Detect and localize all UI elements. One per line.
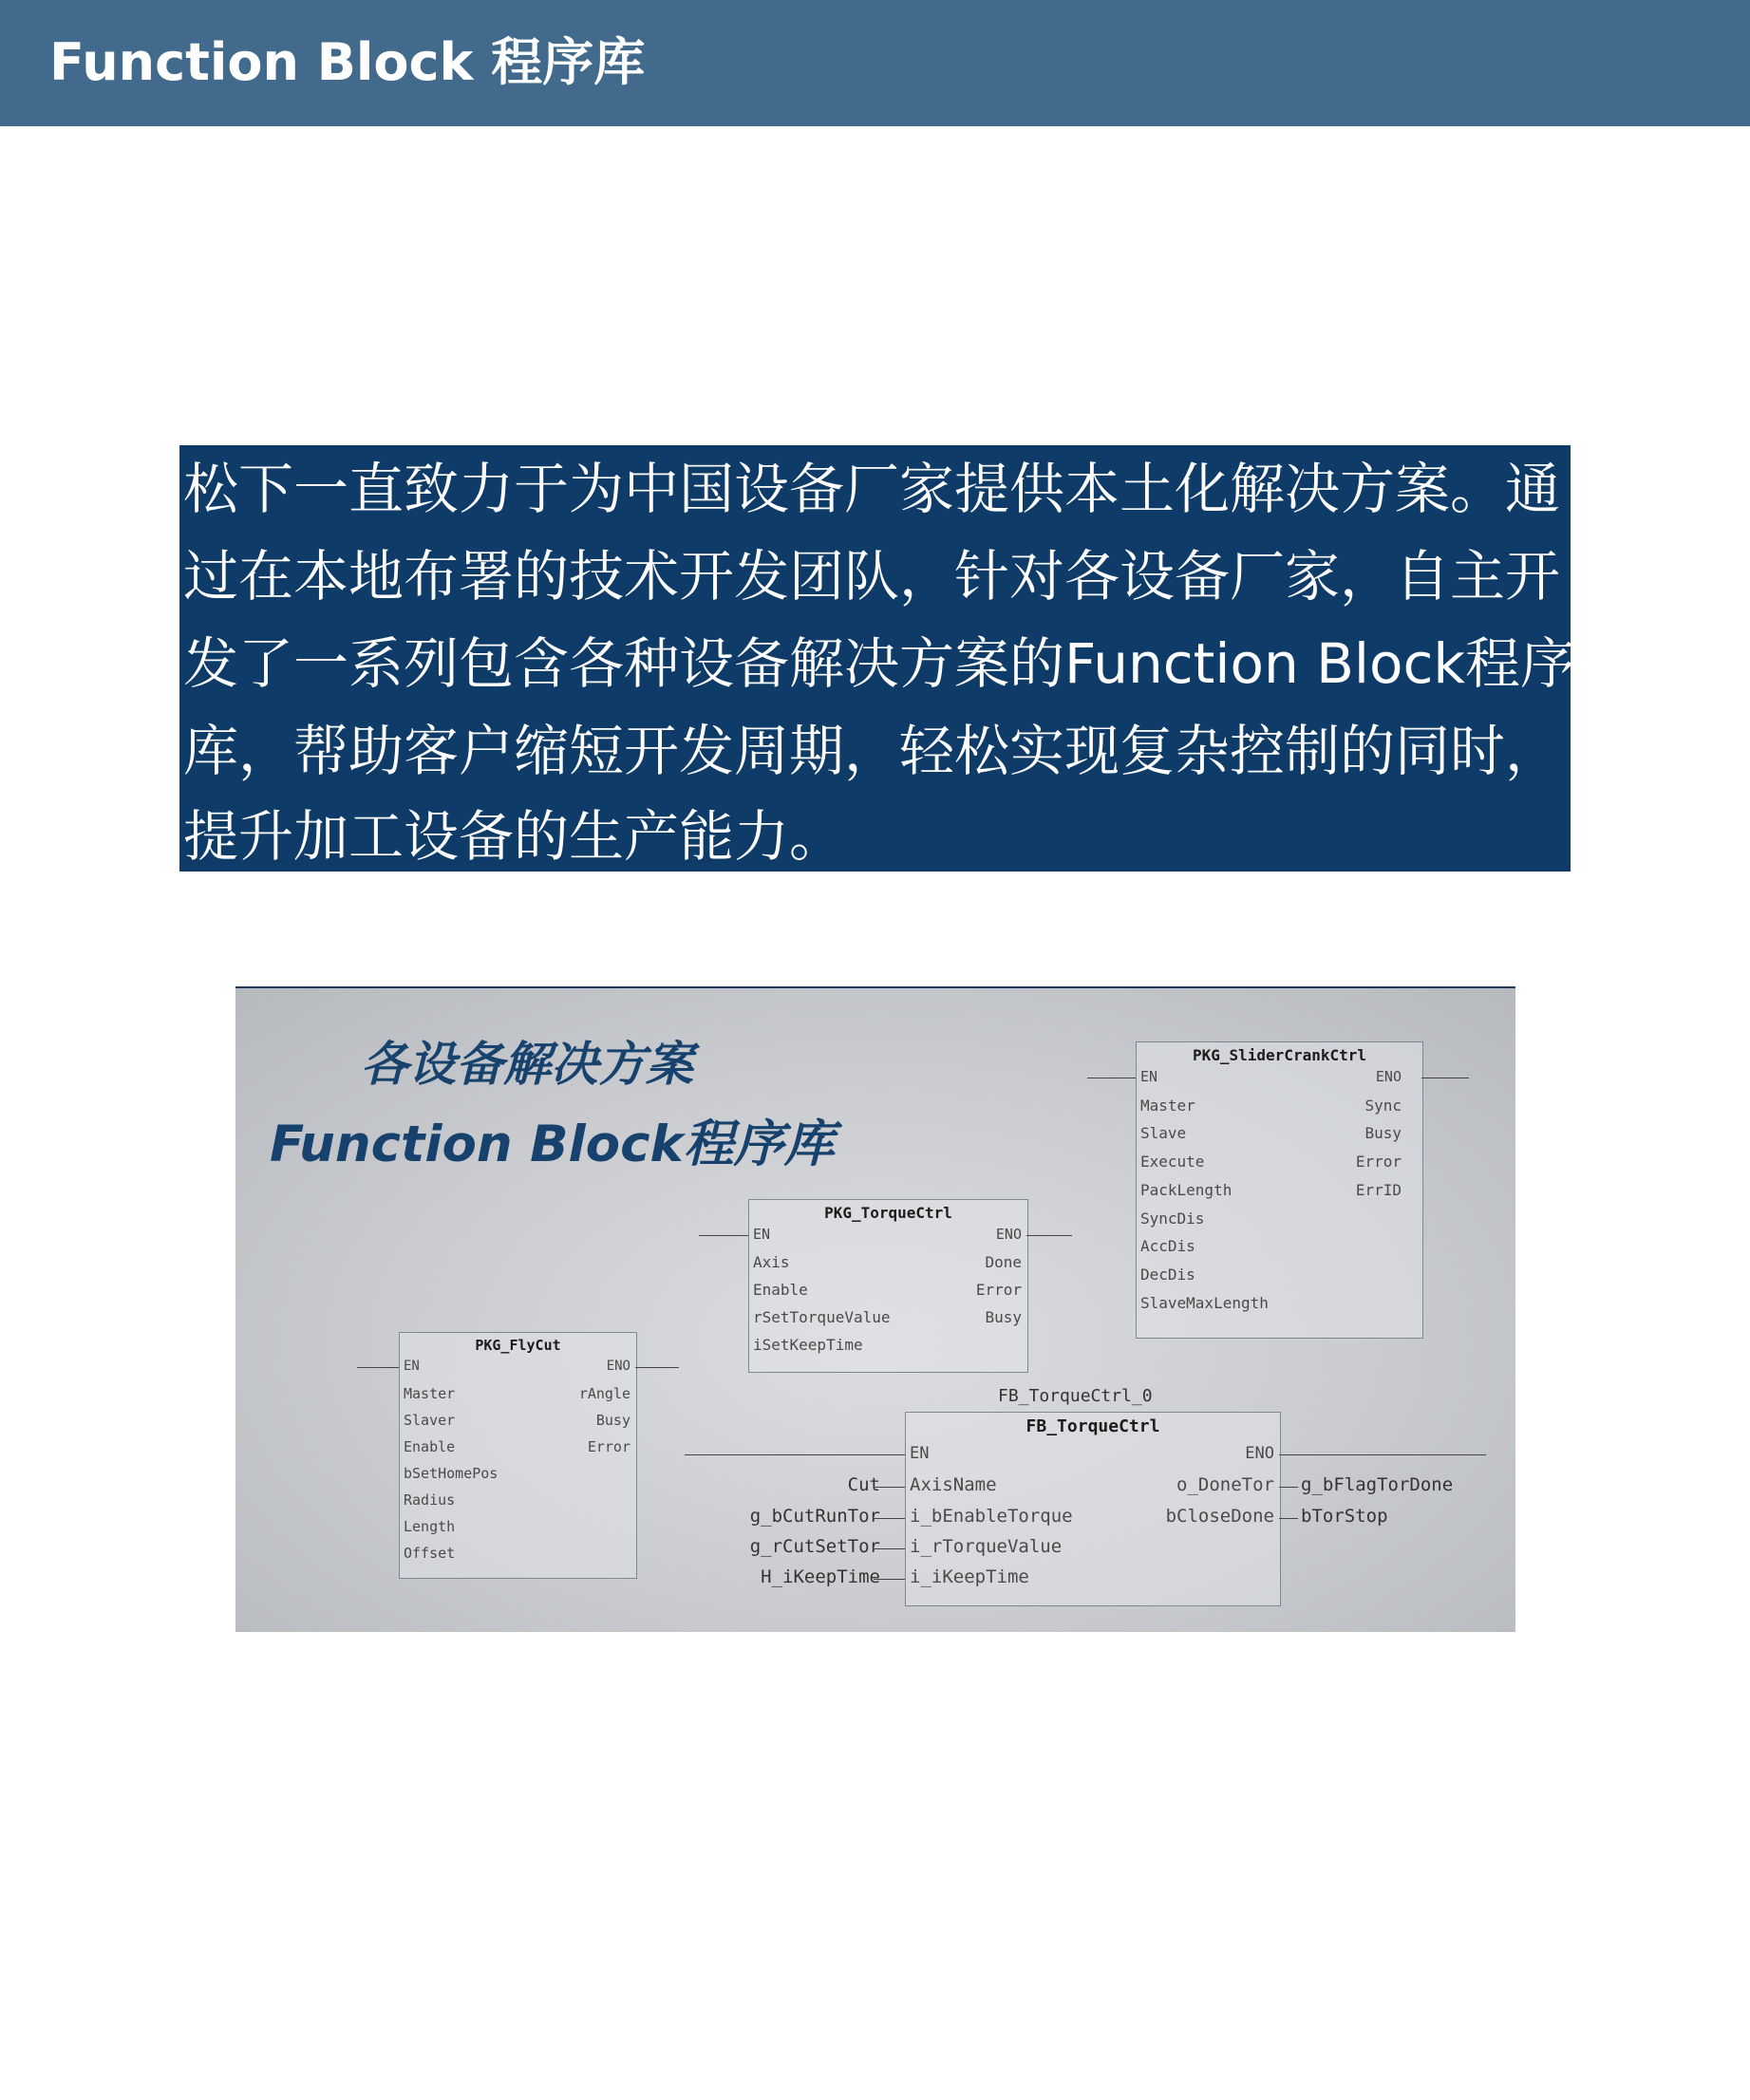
pin-master: Master bbox=[404, 1385, 456, 1402]
intro-line: 过在本地布署的技术开发团队，针对各设备厂家，自主开 bbox=[183, 544, 1561, 609]
block-flycut bbox=[399, 1332, 637, 1579]
pin-offset: Offset bbox=[404, 1545, 456, 1562]
pin-packlength: PackLength bbox=[1140, 1181, 1233, 1199]
pin-slave: Slave bbox=[1140, 1124, 1187, 1142]
pin-axisname: AxisName bbox=[910, 1474, 997, 1495]
wire bbox=[635, 1367, 679, 1368]
instance-name: FB_TorqueCtrl_0 bbox=[998, 1386, 1153, 1406]
pin-enable: Enable bbox=[404, 1438, 456, 1455]
pin-rangle: rAngle bbox=[578, 1385, 630, 1402]
pin-eno: ENO bbox=[1375, 1068, 1402, 1085]
pin-accdis: AccDis bbox=[1140, 1237, 1195, 1255]
pin-master: Master bbox=[1140, 1097, 1195, 1115]
pin-en: EN bbox=[1140, 1068, 1158, 1085]
intro-text-box bbox=[179, 445, 1576, 872]
pin-en: EN bbox=[404, 1359, 420, 1374]
wire bbox=[357, 1367, 399, 1368]
variable-g-bflagtordone: g_bFlagTorDone bbox=[1301, 1474, 1454, 1495]
variable-btorstop: bTorStop bbox=[1301, 1506, 1388, 1527]
header-bar bbox=[0, 0, 1750, 126]
intro-line: 库，帮助客户缩短开发周期，轻松实现复杂控制的同时， bbox=[183, 719, 1561, 783]
wire bbox=[1026, 1235, 1072, 1236]
wire bbox=[1279, 1487, 1298, 1488]
pin-busy: Busy bbox=[985, 1308, 1022, 1326]
pin-sync: Sync bbox=[1364, 1097, 1402, 1115]
intro-line: 发了一系列包含各种设备解决方案的Function Block程序 bbox=[183, 631, 1576, 696]
pin-eno: ENO bbox=[606, 1359, 630, 1374]
pin-syncdis: SyncDis bbox=[1140, 1209, 1205, 1228]
wire bbox=[685, 1454, 905, 1455]
pin-slavemaxlength: SlaveMaxLength bbox=[1140, 1294, 1269, 1312]
pin-error: Error bbox=[975, 1281, 1022, 1299]
wire bbox=[874, 1548, 905, 1549]
pin-i-benabletorque: i_bEnableTorque bbox=[910, 1506, 1073, 1527]
block-name: FB_TorqueCtrl bbox=[1026, 1416, 1160, 1436]
pin-busy: Busy bbox=[595, 1412, 630, 1429]
pin-i-ikeeptime: i_iKeepTime bbox=[910, 1566, 1029, 1587]
pin-bclosedone: bCloseDone bbox=[1165, 1506, 1274, 1527]
pin-busy: Busy bbox=[1364, 1124, 1402, 1142]
pin-i-rtorquevalue: i_rTorqueValue bbox=[910, 1536, 1063, 1557]
pin-eno: ENO bbox=[995, 1226, 1022, 1243]
pin-eno: ENO bbox=[1245, 1444, 1274, 1463]
wire bbox=[1279, 1454, 1486, 1455]
variable-g-rcutsettor: g_rCutSetTor bbox=[749, 1536, 880, 1557]
wire bbox=[699, 1235, 748, 1236]
block-name: PKG_FlyCut bbox=[475, 1337, 561, 1354]
pin-enable: Enable bbox=[753, 1281, 808, 1299]
variable-cut: Cut bbox=[847, 1474, 880, 1495]
pin-bsethomepos: bSetHomePos bbox=[404, 1465, 499, 1482]
intro-line: 松下一直致力于为中国设备厂家提供本土化解决方案。通 bbox=[183, 457, 1561, 521]
pin-error: Error bbox=[1355, 1153, 1402, 1171]
pin-en: EN bbox=[753, 1226, 771, 1243]
page-title: Function Block 程序库 bbox=[49, 32, 646, 92]
pin-errid: ErrID bbox=[1355, 1181, 1402, 1199]
wire bbox=[874, 1487, 905, 1488]
figure-title-line1: 各设备解决方案 bbox=[361, 1037, 693, 1092]
block-name: PKG_TorqueCtrl bbox=[824, 1204, 952, 1222]
pin-execute: Execute bbox=[1140, 1153, 1205, 1171]
pin-axis: Axis bbox=[753, 1253, 790, 1271]
pin-o-donetor: o_DoneTor bbox=[1176, 1474, 1274, 1495]
figure-title-line2: Function Block程序库 bbox=[270, 1116, 835, 1173]
pin-done: Done bbox=[985, 1253, 1022, 1271]
variable-g-bcutruntor: g_bCutRunTor bbox=[749, 1506, 880, 1527]
wire bbox=[874, 1518, 905, 1519]
pin-length: Length bbox=[404, 1518, 456, 1535]
pin-error: Error bbox=[587, 1438, 630, 1455]
wire bbox=[874, 1579, 905, 1580]
pin-rsettorquevalue: rSetTorqueValue bbox=[753, 1308, 891, 1326]
wire bbox=[1279, 1518, 1298, 1519]
function-block-figure bbox=[235, 986, 1515, 1632]
pin-decdis: DecDis bbox=[1140, 1266, 1195, 1284]
pin-slaver: Slaver bbox=[404, 1412, 456, 1429]
pin-en: EN bbox=[910, 1444, 930, 1463]
pin-radius: Radius bbox=[404, 1491, 456, 1509]
block-name: PKG_SliderCrankCtrl bbox=[1192, 1046, 1367, 1064]
pin-isetkeeptime: iSetKeepTime bbox=[753, 1336, 863, 1354]
intro-line: 提升加工设备的生产能力。 bbox=[183, 804, 845, 869]
variable-h-ikeeptime: H_iKeepTime bbox=[761, 1566, 880, 1587]
